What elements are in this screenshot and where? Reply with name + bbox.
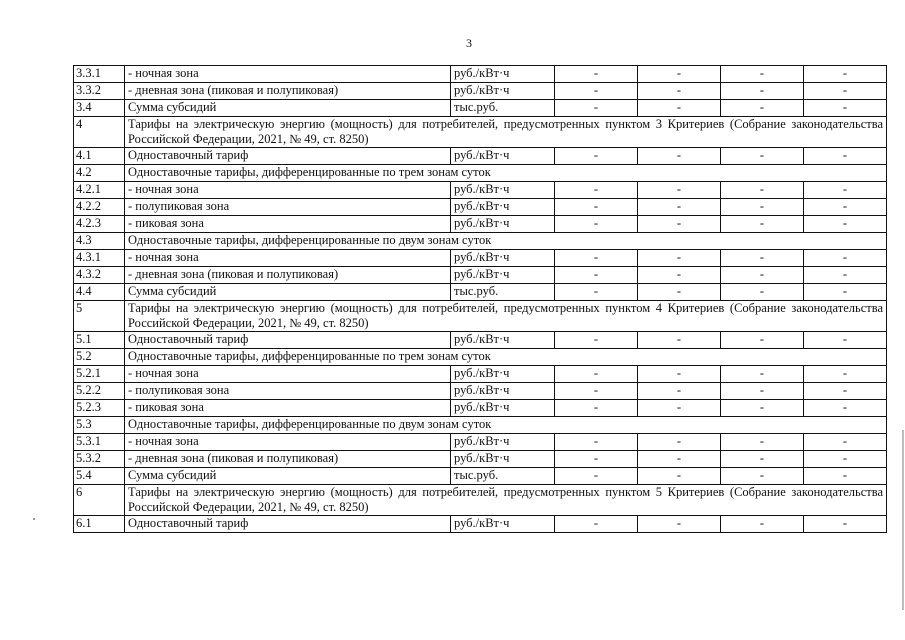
value-cell: -: [638, 182, 721, 199]
row-number: 3.3.1: [74, 66, 125, 83]
value-cell: -: [555, 468, 638, 485]
value-cell: -: [804, 100, 887, 117]
value-cell: -: [638, 366, 721, 383]
row-name: - ночная зона: [125, 66, 451, 83]
value-cell: -: [555, 216, 638, 233]
value-cell: -: [638, 451, 721, 468]
value-cell: -: [555, 148, 638, 165]
row-number: 5.2.3: [74, 400, 125, 417]
row-number: 3.3.2: [74, 83, 125, 100]
row-name: - дневная зона (пиковая и полупиковая): [125, 451, 451, 468]
value-cell: -: [555, 366, 638, 383]
row-number: 5.3.1: [74, 434, 125, 451]
value-cell: -: [721, 216, 804, 233]
value-cell: -: [804, 148, 887, 165]
value-cell: -: [638, 516, 721, 533]
row-number: 4.2: [74, 165, 125, 182]
row-name: - дневная зона (пиковая и полупиковая): [125, 267, 451, 284]
subsection-row: [74, 417, 887, 434]
row-unit: руб./кВт·ч: [451, 383, 555, 400]
subsection-title: Одноставочные тарифы, дифференцированные по двум зонам суток: [125, 417, 887, 434]
row-unit: руб./кВт·ч: [451, 250, 555, 267]
value-cell: -: [804, 468, 887, 485]
table-row: [74, 468, 887, 485]
value-cell: -: [555, 332, 638, 349]
value-cell: -: [721, 400, 804, 417]
row-number: 5: [74, 301, 125, 332]
row-number: 5.2.1: [74, 366, 125, 383]
value-cell: -: [555, 250, 638, 267]
value-cell: -: [804, 332, 887, 349]
value-cell: -: [555, 383, 638, 400]
value-cell: -: [804, 434, 887, 451]
subsection-row: [74, 349, 887, 366]
row-name: - ночная зона: [125, 366, 451, 383]
row-name: Одноставочный тариф: [125, 332, 451, 349]
row-number: 4: [74, 117, 125, 148]
row-name: Одноставочный тариф: [125, 148, 451, 165]
value-cell: -: [804, 451, 887, 468]
row-name: - пиковая зона: [125, 216, 451, 233]
table-row: [74, 216, 887, 233]
value-cell: -: [804, 182, 887, 199]
value-cell: -: [638, 100, 721, 117]
value-cell: -: [638, 434, 721, 451]
section-title: Тарифы на электрическую энергию (мощность) для потребителей, предусмотренных пунктом 5 Критериев (Собрание законодательства Российской Федерации, 2021, № 49, ст. 8250): [125, 485, 887, 516]
row-number: 5.3.2: [74, 451, 125, 468]
table-row: [74, 284, 887, 301]
row-number: 4.3.2: [74, 267, 125, 284]
value-cell: -: [721, 366, 804, 383]
value-cell: -: [555, 516, 638, 533]
row-name: - ночная зона: [125, 434, 451, 451]
page-number: 3: [466, 36, 472, 50]
value-cell: -: [555, 267, 638, 284]
row-number: 6.1: [74, 516, 125, 533]
table-row: [74, 148, 887, 165]
table-row: [74, 267, 887, 284]
value-cell: -: [555, 284, 638, 301]
scan-edge-mark: [902, 430, 904, 610]
section-row: [74, 485, 887, 516]
value-cell: -: [638, 383, 721, 400]
row-unit: руб./кВт·ч: [451, 216, 555, 233]
value-cell: -: [721, 516, 804, 533]
row-name: - ночная зона: [125, 250, 451, 267]
value-cell: -: [638, 148, 721, 165]
row-unit: руб./кВт·ч: [451, 451, 555, 468]
table-row: [74, 182, 887, 199]
row-number: 4.2.3: [74, 216, 125, 233]
row-unit: руб./кВт·ч: [451, 332, 555, 349]
value-cell: -: [721, 199, 804, 216]
value-cell: -: [804, 284, 887, 301]
value-cell: -: [555, 199, 638, 216]
row-number: 5.4: [74, 468, 125, 485]
value-cell: -: [555, 83, 638, 100]
value-cell: -: [638, 284, 721, 301]
row-number: 4.2.1: [74, 182, 125, 199]
value-cell: -: [804, 267, 887, 284]
value-cell: -: [721, 66, 804, 83]
value-cell: -: [638, 66, 721, 83]
table-row: [74, 434, 887, 451]
row-name: Сумма субсидий: [125, 100, 451, 117]
table-row: [74, 451, 887, 468]
row-name: Одноставочный тариф: [125, 516, 451, 533]
value-cell: -: [804, 366, 887, 383]
tariff-table: [73, 65, 887, 533]
table-row: [74, 383, 887, 400]
subsection-title: Одноставочные тарифы, дифференцированные по трем зонам суток: [125, 165, 887, 182]
row-unit: руб./кВт·ч: [451, 182, 555, 199]
value-cell: -: [804, 199, 887, 216]
row-unit: руб./кВт·ч: [451, 400, 555, 417]
value-cell: -: [804, 400, 887, 417]
subsection-row: [74, 233, 887, 250]
value-cell: -: [555, 434, 638, 451]
value-cell: -: [721, 100, 804, 117]
value-cell: -: [555, 66, 638, 83]
section-row: [74, 301, 887, 332]
subsection-row: [74, 165, 887, 182]
row-unit: руб./кВт·ч: [451, 267, 555, 284]
section-row: [74, 117, 887, 148]
value-cell: -: [638, 250, 721, 267]
value-cell: -: [804, 516, 887, 533]
row-number: 4.3: [74, 233, 125, 250]
row-unit: руб./кВт·ч: [451, 148, 555, 165]
value-cell: -: [721, 148, 804, 165]
value-cell: -: [638, 332, 721, 349]
value-cell: -: [721, 267, 804, 284]
table-row: [74, 366, 887, 383]
value-cell: -: [555, 182, 638, 199]
row-number: 4.2.2: [74, 199, 125, 216]
table-row: [74, 332, 887, 349]
value-cell: -: [638, 216, 721, 233]
value-cell: -: [638, 199, 721, 216]
value-cell: -: [721, 434, 804, 451]
row-unit: руб./кВт·ч: [451, 434, 555, 451]
row-unit: тыс.руб.: [451, 100, 555, 117]
table-row: [74, 83, 887, 100]
row-name: - ночная зона: [125, 182, 451, 199]
tariff-table-body: [74, 66, 887, 533]
row-name: Сумма субсидий: [125, 284, 451, 301]
section-title: Тарифы на электрическую энергию (мощность) для потребителей, предусмотренных пунктом 3 Критериев (Собрание законодательства Российской Федерации, 2021, № 49, ст. 8250): [125, 117, 887, 148]
row-name: - полупиковая зона: [125, 199, 451, 216]
subsection-title: Одноставочные тарифы, дифференцированные по трем зонам суток: [125, 349, 887, 366]
row-number: 6: [74, 485, 125, 516]
row-unit: руб./кВт·ч: [451, 199, 555, 216]
table-row: [74, 199, 887, 216]
value-cell: -: [555, 400, 638, 417]
value-cell: -: [721, 83, 804, 100]
table-row: [74, 66, 887, 83]
table-row: [74, 250, 887, 267]
table-row: [74, 100, 887, 117]
row-number: 5.1: [74, 332, 125, 349]
row-number: 4.4: [74, 284, 125, 301]
row-number: 5.2.2: [74, 383, 125, 400]
value-cell: -: [721, 332, 804, 349]
row-unit: тыс.руб.: [451, 468, 555, 485]
subsection-title: Одноставочные тарифы, дифференцированные по двум зонам суток: [125, 233, 887, 250]
value-cell: -: [638, 468, 721, 485]
row-unit: тыс.руб.: [451, 284, 555, 301]
value-cell: -: [555, 100, 638, 117]
value-cell: -: [638, 400, 721, 417]
scan-dot: [33, 518, 35, 520]
row-number: 5.2: [74, 349, 125, 366]
row-name: Сумма субсидий: [125, 468, 451, 485]
row-name: - пиковая зона: [125, 400, 451, 417]
value-cell: -: [804, 250, 887, 267]
value-cell: -: [638, 83, 721, 100]
value-cell: -: [721, 451, 804, 468]
row-number: 4.3.1: [74, 250, 125, 267]
value-cell: -: [721, 284, 804, 301]
row-unit: руб./кВт·ч: [451, 66, 555, 83]
value-cell: -: [804, 216, 887, 233]
table-row: [74, 400, 887, 417]
value-cell: -: [804, 83, 887, 100]
table-row: [74, 516, 887, 533]
value-cell: -: [721, 182, 804, 199]
row-number: 4.1: [74, 148, 125, 165]
row-unit: руб./кВт·ч: [451, 516, 555, 533]
row-name: - полупиковая зона: [125, 383, 451, 400]
value-cell: -: [721, 468, 804, 485]
row-name: - дневная зона (пиковая и полупиковая): [125, 83, 451, 100]
row-number: 3.4: [74, 100, 125, 117]
row-unit: руб./кВт·ч: [451, 83, 555, 100]
value-cell: -: [638, 267, 721, 284]
value-cell: -: [555, 451, 638, 468]
section-title: Тарифы на электрическую энергию (мощность) для потребителей, предусмотренных пунктом 4 Критериев (Собрание законодательства Российской Федерации, 2021, № 49, ст. 8250): [125, 301, 887, 332]
value-cell: -: [804, 383, 887, 400]
row-number: 5.3: [74, 417, 125, 434]
value-cell: -: [804, 66, 887, 83]
value-cell: -: [721, 383, 804, 400]
value-cell: -: [721, 250, 804, 267]
row-unit: руб./кВт·ч: [451, 366, 555, 383]
